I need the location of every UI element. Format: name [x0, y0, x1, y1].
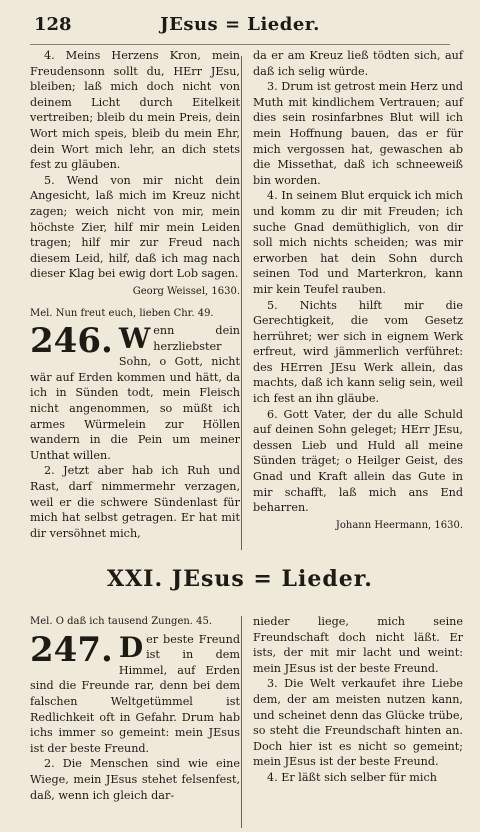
author-credit: Georg Weissel, 1630. [132, 285, 240, 297]
drop-cap: D [118, 630, 144, 664]
melody-line: Mel. O daß ich tausend Zungen. 45. [30, 616, 213, 627]
verse-4: 4. Er läßt sich selber für mich [267, 770, 437, 784]
hymn-number: 247. [30, 629, 113, 670]
hymn-247-verse-2: 2. Die Menschen sind wie eine Wiege, mein JEsus stehet felsenfest, daß, wenn ich gleich dar- [30, 757, 240, 802]
hymn-246-verse-2: 2. Jetzt aber hab ich Ruh und Rast, darf nimmermehr verzagen, weil er die schwere Sündenlast für mich hat selbst getragen. Er hat mit dir versöhnet mich, [30, 464, 240, 540]
verse-6: 6. Gott Vater, der du alle Schuld auf deinen Sohn geleget; HErr JEsu, dessen Lieb und Huld all meine Sünden träget; o Heilger Geist, des Gnad und Kraft allein das Gute in mir schafft, laß mich ans End beharren. [253, 407, 463, 515]
column-divider-upper [241, 56, 242, 550]
section-title: XXI. JEsus = Lieder. [107, 566, 373, 592]
header-rule [30, 44, 450, 45]
left-column-upper [30, 48, 240, 541]
author-credit: Johann Heermann, 1630. [335, 519, 463, 531]
verse-5: 5. Wend von mir nicht dein Angesicht, laß mich im Kreuz nicht zagen; weich nicht von mir, mein höchste Zier, hilf mir mein Leiden tragen; hilf mir zur Freud nach diesem Leid, hilf, daß ich mag nach dieser Klag bei ewig dort Lob sagen. [30, 173, 240, 281]
running-head: JEsus = Lieder. [160, 14, 320, 35]
melody-line: Mel. Nun freut euch, lieben Chr. 49. [30, 307, 214, 319]
verse-continuation: nieder liege, mich seine Freundschaft doch nicht läßt. Er ists, der mit mir lacht und weint: mein JEsus ist der beste Freund. [253, 615, 463, 675]
right-column-lower [253, 614, 463, 786]
right-column-upper [253, 48, 463, 537]
verse-4: 4. In seinem Blut erquick ich mich und komm zu dir mit Freuden; ich suche Gnad demüthiglich, von dir soll mich nichts scheiden; was mir erworben hat dein Sohn durch seinen Tod und Marterkron, kann mir kein Teufel rauben. [253, 189, 463, 296]
left-column-lower [30, 614, 240, 803]
verse-continuation: da er am Kreuz ließ tödten sich, auf daß ich selig würde. [253, 49, 463, 78]
verse-text: er beste Freund ist in dem Himmel, auf Erden sind die Freunde rar, denn bei dem falschen Weltgetümmel ist Redlichkeit oft in Gefahr. Drum hab ichs immer so gemeint: mein JEsus ist der beste Freund. [30, 632, 240, 755]
hymn-246-verse-1 [30, 323, 240, 463]
page-number: 128 [34, 14, 72, 35]
verse-3: 3. Die Welt verkaufet ihre Liebe dem, der am meisten nutzen kann, und scheinet denn das Glücke trübe, so steht die Freundschaft hinten an. Doch hier ist es nicht so gemeint; mein JEsus ist der beste Freund. [253, 677, 463, 769]
verse-text: enn dein herzliebster Sohn, o Gott, nicht wär auf Erden kommen und hätt, da ich in Sünden todt, mein Fleisch nicht angenommen, so müßt ich armes Würmelein zur Höllen wandern in die Pein um meiner Unthat willen. [30, 324, 240, 462]
hymn-number: 246. [30, 321, 113, 362]
page-header [0, 14, 480, 38]
verse-5: 5. Nichts hilft mir die Gerechtigkeit, die vom Gesetz herrühret; wer sich in eignem Werk erfreut, wird jämmerlich verführet: des HErren JEsu Werk allein, das machts, daß ich kann selig sein, weil ich fest an ihn gläube. [253, 298, 463, 406]
verse-4: 4. Meins Herzens Kron, mein Freudensonn sollt du, HErr JEsu, bleiben; laß mich doch nicht von deinem Licht durch Eitelkeit vertreiben; bleib du mein Preis, dein Wort mich speis, bleib du mein Ehr, dein Wort mich lehr, an dich stets fest zu gläuben. [30, 49, 240, 172]
drop-cap: W [118, 322, 151, 356]
verse-3: 3. Drum ist getrost mein Herz und Muth mit kindlichem Vertrauen; auf dies sein rosinfarbnes Blut will ich mein Hoffnung bauen, das er für mich vergossen hat, gewaschen ab die Missethat, daß ich schneeweiß bin worden. [253, 80, 463, 187]
hymn-247-verse-1 [30, 629, 240, 757]
column-divider-lower [241, 616, 242, 828]
